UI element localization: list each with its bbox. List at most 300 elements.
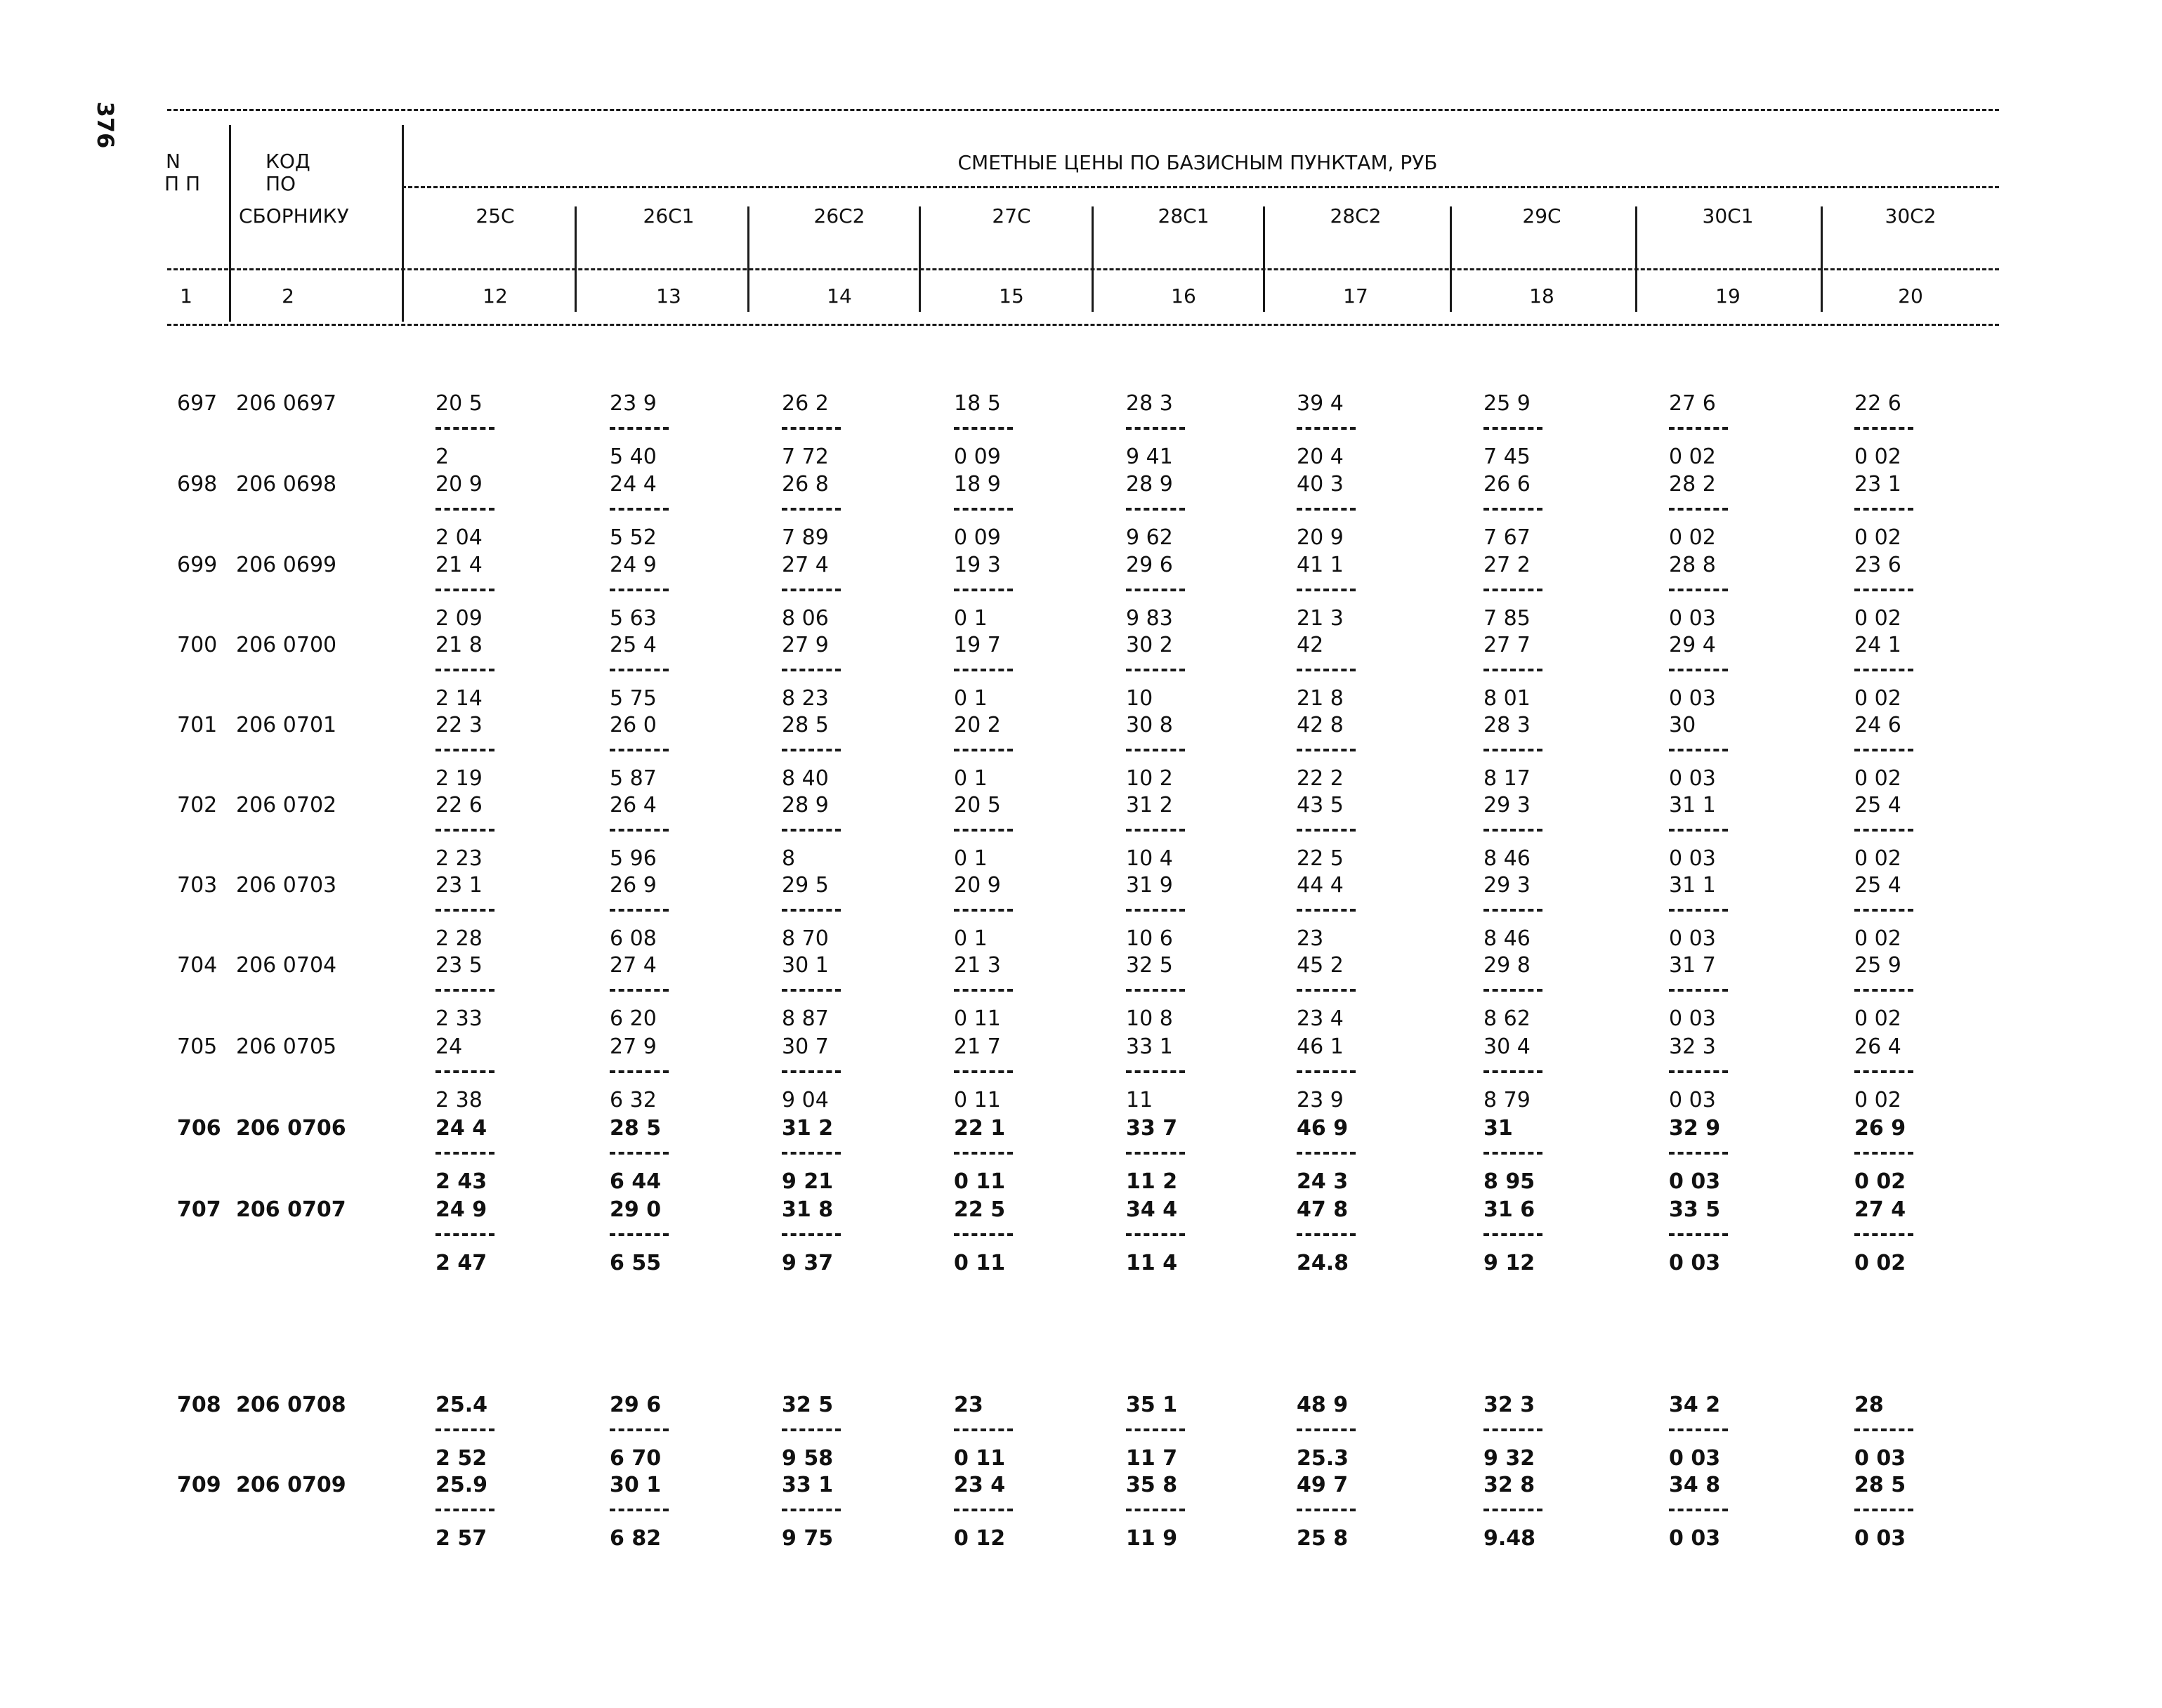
row-code: 206 0705 [236,1034,337,1059]
fraction-separator [954,909,1013,912]
row-code: 206 0708 [236,1393,346,1417]
price-value-top: 30 4 [1483,1034,1531,1059]
price-value-bottom: 9 12 [1483,1251,1535,1275]
header-divider [1450,206,1452,312]
fraction-separator [610,589,669,591]
price-value-top: 29 3 [1483,793,1531,817]
price-value-top: 28 3 [1483,713,1531,737]
fraction-separator [782,589,841,591]
price-value-top: 26 4 [610,793,657,817]
price-value-bottom: 2 33 [435,1006,483,1031]
price-value-bottom: 2 19 [435,766,483,791]
fraction-separator [1483,749,1542,751]
fraction-separator [1669,1152,1728,1155]
price-value-top: 27 6 [1669,391,1716,416]
price-value-top: 23 4 [954,1473,1006,1497]
price-value-bottom: 0 02 [1669,525,1716,550]
price-value-top: 31 6 [1483,1197,1535,1222]
price-value-bottom: 11 4 [1126,1251,1178,1275]
fraction-separator [1297,1070,1356,1073]
column-number: 19 [1715,284,1741,308]
price-value-bottom: 25 8 [1297,1526,1349,1551]
price-value-top: 20 2 [954,713,1001,737]
price-value-bottom: 6 82 [610,1526,662,1551]
price-column-header: 26С1 [643,204,695,228]
price-value-top: 24 9 [435,1197,487,1222]
price-value-bottom: 24 3 [1297,1169,1349,1194]
fraction-separator [1126,989,1185,992]
price-value-bottom: 11 7 [1126,1446,1178,1471]
price-value-bottom: 7 67 [1483,525,1531,550]
price-group-title: СМЕТНЫЕ ЦЕНЫ ПО БАЗИСНЫМ ПУНКТАМ, РУБ [957,151,1438,174]
price-value-bottom: 0 11 [954,1251,1006,1275]
price-value-top: 21 3 [954,953,1001,978]
fraction-separator [782,1428,841,1431]
fraction-separator [1126,589,1185,591]
price-value-top: 32 3 [1483,1393,1535,1417]
price-value-top: 28 9 [782,793,829,817]
price-value-top: 34 4 [1126,1197,1178,1222]
price-value-top: 26 8 [782,472,829,497]
price-value-bottom: 5 87 [610,766,657,791]
fraction-separator [435,1152,494,1155]
fraction-separator [1669,589,1728,591]
fraction-separator [1669,1233,1728,1236]
price-value-bottom: 2 04 [435,525,483,550]
fraction-separator [435,589,494,591]
row-number: 707 [177,1197,221,1222]
price-value-bottom: 8 70 [782,926,829,951]
price-value-bottom: 9 37 [782,1251,834,1275]
fraction-separator [954,1233,1013,1236]
price-value-top: 31 1 [1669,793,1716,817]
price-value-bottom: 0 1 [954,926,988,951]
fraction-separator [610,1233,669,1236]
price-value-bottom: 0 03 [1669,926,1716,951]
price-value-top: 33 1 [1126,1034,1173,1059]
price-value-top: 28 [1854,1393,1884,1417]
price-value-bottom: 8 95 [1483,1169,1535,1194]
price-value-top: 24 6 [1854,713,1901,737]
price-value-bottom: 7 85 [1483,606,1531,631]
price-value-bottom: 8 62 [1483,1006,1531,1031]
price-value-bottom: 0 02 [1854,846,1901,871]
page-number: 376 [92,101,119,149]
fraction-separator [1854,1152,1913,1155]
header-divider [1092,206,1094,312]
price-column-header: 25С [476,204,515,228]
price-value-top: 21 7 [954,1034,1001,1059]
price-value-bottom: 2 52 [435,1446,487,1471]
price-value-bottom: 0 09 [954,445,1001,469]
fraction-separator [1854,1233,1913,1236]
header-divider [919,206,921,312]
row-code: 206 0698 [236,472,337,497]
fraction-separator [954,1428,1013,1431]
price-value-bottom: 2 09 [435,606,483,631]
price-value-bottom: 7 89 [782,525,829,550]
price-value-bottom: 9 21 [782,1169,834,1194]
price-value-bottom: 11 2 [1126,1169,1178,1194]
fraction-separator [954,1152,1013,1155]
price-value-bottom: 24.8 [1297,1251,1349,1275]
fraction-separator [1483,427,1542,430]
price-value-top: 39 4 [1297,391,1344,416]
price-value-bottom: 10 6 [1126,926,1173,951]
column-number: 15 [999,284,1024,308]
price-value-top: 22 5 [954,1197,1006,1222]
price-value-top: 19 7 [954,633,1001,657]
price-value-top: 24 4 [610,472,657,497]
price-value-top: 27 7 [1483,633,1531,657]
fraction-separator [954,829,1013,832]
price-value-top: 29 6 [610,1393,662,1417]
fraction-separator [1126,1070,1185,1073]
price-value-top: 20 9 [954,873,1001,898]
price-value-bottom: 2 28 [435,926,483,951]
fraction-separator [1669,1070,1728,1073]
price-value-top: 35 8 [1126,1473,1178,1497]
header-divider [1821,206,1823,312]
price-value-bottom: 7 45 [1483,445,1531,469]
price-value-top: 28 3 [1126,391,1173,416]
fraction-separator [1483,508,1542,511]
fraction-separator [1483,989,1542,992]
fraction-separator [954,669,1013,671]
price-value-top: 31 2 [1126,793,1173,817]
price-value-top: 32 9 [1669,1116,1721,1141]
fraction-separator [1669,829,1728,832]
price-value-top: 28 8 [1669,553,1716,577]
fraction-separator [954,749,1013,751]
price-value-top: 31 7 [1669,953,1716,978]
price-value-bottom: 9 58 [782,1446,834,1471]
price-value-bottom: 0 03 [1669,1446,1721,1471]
price-column-header: 30С1 [1702,204,1754,228]
fraction-separator [782,1233,841,1236]
price-value-top: 23 5 [435,953,483,978]
fraction-separator [435,829,494,832]
price-value-top: 32 5 [782,1393,834,1417]
price-value-bottom: 2 57 [435,1526,487,1551]
price-column-header: 28С1 [1158,204,1210,228]
price-value-bottom: 8 46 [1483,846,1531,871]
price-value-bottom: 5 96 [610,846,657,871]
price-value-bottom: 0 1 [954,686,988,711]
price-value-bottom: 9 41 [1126,445,1173,469]
price-value-bottom: 0 02 [1854,1169,1906,1194]
price-value-bottom: 2 14 [435,686,483,711]
fraction-separator [782,909,841,912]
price-value-bottom: 23 9 [1297,1088,1344,1112]
price-value-top: 30 2 [1126,633,1173,657]
row-number: 704 [177,953,218,978]
price-value-top: 28 5 [610,1116,662,1141]
fraction-separator [1126,749,1185,751]
column-number: 20 [1898,284,1923,308]
price-value-bottom: 0 1 [954,846,988,871]
fraction-separator [1669,909,1728,912]
fraction-separator [435,989,494,992]
fraction-separator [610,829,669,832]
fraction-separator [1126,427,1185,430]
fraction-separator [610,1509,669,1511]
header-divider [1263,206,1265,312]
price-value-top: 23 9 [610,391,657,416]
fraction-separator [782,669,841,671]
price-value-bottom: 5 52 [610,525,657,550]
price-value-top: 33 7 [1126,1116,1178,1141]
fraction-separator [782,1070,841,1073]
price-value-bottom: 0 11 [954,1006,1001,1031]
fraction-separator [1669,669,1728,671]
price-value-bottom: 11 [1126,1088,1153,1112]
col-n-label: N [166,150,181,173]
header-mid-rule [167,268,1999,270]
row-code: 206 0704 [236,953,337,978]
price-value-top: 22 1 [954,1116,1006,1141]
price-value-bottom: 6 70 [610,1446,662,1471]
fraction-separator [610,669,669,671]
price-value-bottom: 9 83 [1126,606,1173,631]
header-divider [747,206,749,312]
price-value-top: 31 8 [782,1197,834,1222]
price-value-bottom: 0 03 [1669,1251,1721,1275]
price-value-bottom: 0 03 [1669,686,1716,711]
price-value-top: 27 4 [610,953,657,978]
fraction-separator [1854,749,1913,751]
price-value-top: 21 8 [435,633,483,657]
price-value-bottom: 2 [435,445,450,469]
row-code: 206 0706 [236,1116,346,1141]
fraction-separator [1126,508,1185,511]
price-value-bottom: 10 8 [1126,1006,1173,1031]
price-value-bottom: 6 55 [610,1251,662,1275]
fraction-separator [1126,1152,1185,1155]
price-value-bottom: 22 5 [1297,846,1344,871]
column-number: 12 [483,284,508,308]
price-value-bottom: 2 47 [435,1251,487,1275]
fraction-separator [435,1428,494,1431]
price-value-top: 24 4 [435,1116,487,1141]
price-value-bottom: 10 2 [1126,766,1173,791]
price-value-top: 30 [1669,713,1696,737]
price-value-bottom: 10 [1126,686,1153,711]
fraction-separator [782,1152,841,1155]
fraction-separator [1483,1233,1542,1236]
price-value-bottom: 5 40 [610,445,657,469]
price-value-bottom: 0 03 [1669,606,1716,631]
price-column-header: 26С2 [813,204,865,228]
price-value-bottom: 0 02 [1854,926,1901,951]
price-value-top: 30 1 [782,953,829,978]
fraction-separator [782,508,841,511]
fraction-separator [1669,989,1728,992]
col-n-label: П П [164,172,201,195]
price-value-top: 29 4 [1669,633,1716,657]
price-value-top: 20 5 [435,391,483,416]
price-value-bottom: 8 06 [782,606,829,631]
price-value-bottom: 2 23 [435,846,483,871]
row-number: 706 [177,1116,221,1141]
row-number: 708 [177,1393,221,1417]
price-value-bottom: 8 87 [782,1006,829,1031]
fraction-separator [1297,1509,1356,1511]
fraction-separator [1126,1233,1185,1236]
price-value-top: 47 8 [1297,1197,1349,1222]
column-number: 1 [180,284,192,308]
fraction-separator [1854,909,1913,912]
row-code: 206 0697 [236,391,337,416]
fraction-separator [610,909,669,912]
fraction-separator [1297,669,1356,671]
price-value-bottom: 0 03 [1669,1088,1716,1112]
column-number: 14 [827,284,852,308]
price-value-top: 25 9 [1483,391,1531,416]
price-value-top: 41 1 [1297,553,1344,577]
price-value-top: 32 8 [1483,1473,1535,1497]
row-number: 709 [177,1473,221,1497]
row-number: 701 [177,713,218,737]
price-value-bottom: 5 75 [610,686,657,711]
fraction-separator [435,508,494,511]
fraction-separator [1297,829,1356,832]
price-value-top: 49 7 [1297,1473,1349,1497]
price-value-top: 31 1 [1669,873,1716,898]
price-value-top: 45 2 [1297,953,1344,978]
row-code: 206 0709 [236,1473,346,1497]
price-value-bottom: 0 09 [954,525,1001,550]
price-value-top: 29 8 [1483,953,1531,978]
price-value-bottom: 0 03 [1669,1006,1716,1031]
price-value-top: 26 0 [610,713,657,737]
price-value-bottom: 25.3 [1297,1446,1349,1471]
price-value-bottom: 0 1 [954,766,988,791]
price-value-bottom: 20 4 [1297,445,1344,469]
price-value-top: 44 4 [1297,873,1344,898]
price-value-bottom: 6 20 [610,1006,657,1031]
price-value-top: 25.9 [435,1473,488,1497]
price-value-bottom: 0 12 [954,1526,1006,1551]
fraction-separator [1126,909,1185,912]
price-value-top: 30 8 [1126,713,1173,737]
fraction-separator [435,1509,494,1511]
price-value-bottom: 11 9 [1126,1526,1178,1551]
row-number: 703 [177,873,218,898]
fraction-separator [1297,508,1356,511]
row-number: 699 [177,553,218,577]
price-value-bottom: 0 02 [1854,525,1901,550]
fraction-separator [1297,1233,1356,1236]
price-value-bottom: 0 02 [1854,1088,1901,1112]
fraction-separator [1126,1428,1185,1431]
column-number: 16 [1171,284,1196,308]
fraction-separator [1297,749,1356,751]
fraction-separator [435,749,494,751]
fraction-separator [954,989,1013,992]
row-code: 206 0707 [236,1197,346,1222]
header-divider [1635,206,1637,312]
price-value-bottom: 23 4 [1297,1006,1344,1031]
fraction-separator [1483,1070,1542,1073]
price-value-top: 22 3 [435,713,483,737]
col-code-label: СБОРНИКУ [239,204,349,228]
price-value-top: 31 9 [1126,873,1173,898]
price-value-top: 34 2 [1669,1393,1721,1417]
fraction-separator [954,589,1013,591]
row-number: 698 [177,472,218,497]
price-value-top: 28 9 [1126,472,1173,497]
price-value-top: 23 1 [1854,472,1901,497]
price-value-bottom: 0 02 [1854,1006,1901,1031]
price-value-top: 35 1 [1126,1393,1178,1417]
price-value-top: 32 3 [1669,1034,1716,1059]
fraction-separator [1854,669,1913,671]
price-value-top: 26 6 [1483,472,1531,497]
price-value-bottom: 6 32 [610,1088,657,1112]
fraction-separator [1854,989,1913,992]
price-value-top: 26 9 [1854,1116,1906,1141]
price-value-bottom: 2 38 [435,1088,483,1112]
price-value-top: 27 4 [1854,1197,1906,1222]
row-code: 206 0699 [236,553,337,577]
row-number: 702 [177,793,218,817]
fraction-separator [954,508,1013,511]
price-value-bottom: 20 9 [1297,525,1344,550]
price-value-top: 20 5 [954,793,1001,817]
fraction-separator [435,669,494,671]
fraction-separator [435,1070,494,1073]
price-value-top: 48 9 [1297,1393,1349,1417]
price-value-bottom: 9.48 [1483,1526,1536,1551]
price-value-top: 27 9 [782,633,829,657]
fraction-separator [1483,1428,1542,1431]
fraction-separator [435,427,494,430]
price-value-top: 20 9 [435,472,483,497]
price-column-header: 30С2 [1885,204,1937,228]
row-number: 700 [177,633,218,657]
row-code: 206 0703 [236,873,337,898]
price-value-top: 24 9 [610,553,657,577]
price-value-top: 28 5 [1854,1473,1906,1497]
price-value-top: 29 6 [1126,553,1173,577]
fraction-separator [1854,427,1913,430]
price-value-bottom: 0 02 [1854,766,1901,791]
fraction-separator [1854,508,1913,511]
fraction-separator [1483,669,1542,671]
fraction-separator [782,989,841,992]
row-number: 705 [177,1034,218,1059]
price-value-top: 23 [954,1393,983,1417]
price-value-top: 22 6 [1854,391,1901,416]
fraction-separator [954,427,1013,430]
price-value-bottom: 0 02 [1854,445,1901,469]
fraction-separator [1669,749,1728,751]
price-value-top: 26 2 [782,391,829,416]
price-value-bottom: 6 44 [610,1169,662,1194]
price-value-bottom: 6 08 [610,926,657,951]
fraction-separator [435,909,494,912]
price-value-top: 19 3 [954,553,1001,577]
price-value-bottom: 0 11 [954,1088,1001,1112]
fraction-separator [1297,1152,1356,1155]
header-divider [402,125,404,322]
fraction-separator [1483,589,1542,591]
price-value-bottom: 21 3 [1297,606,1344,631]
price-value-bottom: 8 46 [1483,926,1531,951]
price-value-bottom: 10 4 [1126,846,1173,871]
row-code: 206 0700 [236,633,337,657]
